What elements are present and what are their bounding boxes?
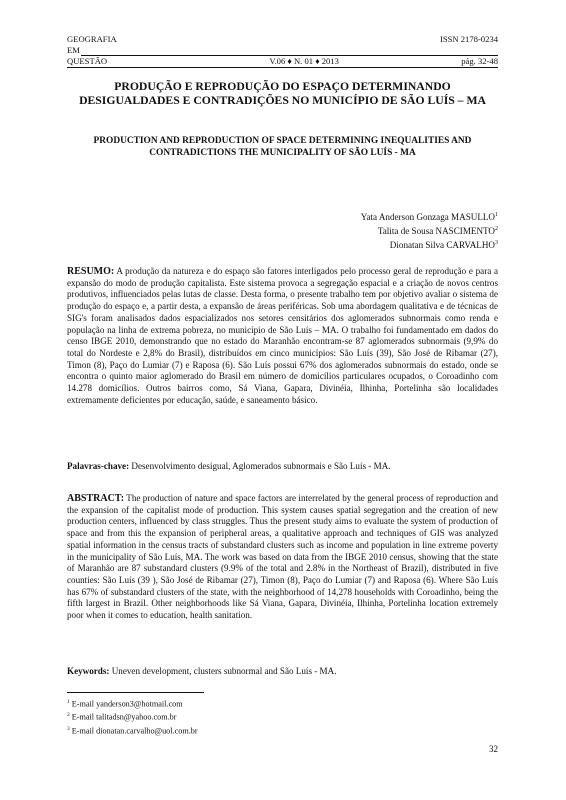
issn: ISSN 2178-0234	[439, 34, 498, 44]
footnote-text: E-mail yanderson3@hotmail.com	[69, 699, 183, 709]
keywords-text: Uneven development, clusters subnormal and São Luís - MA.	[109, 666, 337, 676]
footnote-marker: 1	[67, 699, 70, 705]
header-row-3	[67, 56, 498, 68]
footnote-marker: 3	[67, 725, 70, 732]
page-number: 32	[489, 744, 498, 754]
keywords	[67, 666, 498, 678]
footnote-1	[67, 697, 198, 710]
title-english: PRODUCTION AND REPRODUCTION OF SPACE DETERMINING INEQUALITIES AND CONTRADICTIONS THE MUNICIPALITY OF SÃO LUÍS - MA	[93, 136, 472, 159]
author-name: Dionatan Silva CARVALHO	[389, 240, 495, 251]
author-name: Talita de Sousa NASCIMENTO	[377, 226, 495, 237]
running-header	[67, 34, 498, 68]
palavras-chave-label: Palavras-chave:	[67, 461, 130, 471]
palavras-chave-text: Desenvolvimento desigual, Aglomerados subnormais e São Luís - MA.	[129, 461, 391, 471]
keywords-label: Keywords:	[67, 666, 110, 676]
resumo-label: RESUMO:	[67, 266, 115, 277]
footnote-3	[67, 724, 198, 737]
author-1	[361, 209, 498, 223]
footnote-marker: 2	[67, 712, 70, 719]
header-divider	[81, 46, 498, 56]
abstract-text: The production of nature and space factors are interrelated by the general process of reproduction and the expansion of the capitalist mode of production. This system causes spatial segregation and the creation of new production centers, influenced by class struggles. Thus the present study aims to evaluate the system of production of space and from this the expansion of peripheral areas, a qualitative approach and techniques of GIS was analyzed spatial information in the census tracts of substandard clusters such as income and population in line extreme poverty in the municipality of São Luís, MA. The work was based on data from the IBGE 2010 census, showing that the state of Maranhão are 87 substandard clusters (9.9% of the total and 2.8% in the Northeast of Brazil), distributed in five counties: São Luís (39 ), São José de Ribamar (27), Timon (8), Paço do Lumiar (7) and Raposa (6). Where São Luís has 67% of substandard clusters of the state, with the neighborhood of 14,278 households with Coroadinho, being the fifth largest in Brazil. Other neighborhoods like Sá Viana, Gapara, Divinéia, Ilhinha, Portelinha location extremely poor when it comes to education, health sanitation.	[67, 493, 498, 621]
footnote-text: E-mail talitadsn@yahoo.com.br	[69, 713, 177, 723]
footnote-marker: 2	[495, 226, 498, 233]
resumo-text: A produção da natureza e do espaço são fatores interligados pelo processo geral de reprodução e para a expansão do modo de produção capitalista. Este sistema provoca a segregação espacial e a criação de novos centros produtivos, influenciados pelas lutas de classe. Desta forma, o presente trabalho tem por objetivo avaliar o sistema de produção do espaço e, a partir desta, a expansão de áreas periféricas. Sob uma abordagem qualitativa e de técnicas de SIG's foram analisados dados espacializados nos setores censitários dos aglomerados subnormais como renda e população na linha de extrema pobreza, no município de São Luís – MA. O trabalho foi fundamentado em dados do censo IBGE 2010, demonstrando que no estado do Maranhão encontram-se 87 aglomerados subnormais (9,9% do total do Nordeste e 2,8% do Brasil), distribuídos em cinco municípios: São Luís (39), São José de Ribamar (27), Timon (8), Paço do Lumiar (7) e Raposa (6). São Luís possui 67% dos aglomerados subnormais do estado, onde se encontra o quinto maior aglomerado do Brasil em número de domicílios particulares ocupados, o Coroadinho com 14.278 domicílios. Outros bairros como, Sá Viana, Gapara, Divinéia, Ilhinha, Portelinha são localidades extremamente deficientes por educação, saúde, e saneamento básico.	[67, 266, 498, 405]
header-row-1	[67, 34, 498, 45]
author-list	[361, 209, 498, 251]
footnote-marker: 3	[495, 240, 498, 247]
footnote-text: E-mail dionatan.carvalho@uol.com.br	[69, 726, 198, 736]
footnote-2	[67, 710, 198, 723]
abstract-label: ABSTRACT:	[67, 493, 125, 504]
author-2	[361, 223, 498, 237]
footnote-marker: 1	[495, 212, 498, 218]
author-3	[361, 237, 498, 251]
header-row-2	[67, 45, 498, 56]
page-range: pág. 32-48	[461, 56, 498, 66]
title-portuguese: PRODUÇÃO E REPRODUÇÃO DO ESPAÇO DETERMINANDO DESIGUALDADES E CONTRADIÇÕES NO MUNICÍPIO DE SÃO LUÍS – MA	[79, 80, 486, 107]
footnote-divider	[67, 692, 204, 693]
journal-name-line3: QUESTÃO	[67, 56, 108, 66]
journal-name-line2: EM	[67, 45, 80, 55]
abstract-paragraph	[67, 493, 498, 622]
journal-name-line1: GEOGRAFIA	[67, 34, 117, 44]
author-name: Yata Anderson Gonzaga MASULLO	[360, 212, 495, 223]
volume-info: V.06 ♦ N. 01 ♦ 2013	[269, 56, 339, 66]
palavras-chave	[67, 461, 498, 473]
footnotes	[67, 697, 198, 737]
resumo-paragraph	[67, 266, 498, 406]
